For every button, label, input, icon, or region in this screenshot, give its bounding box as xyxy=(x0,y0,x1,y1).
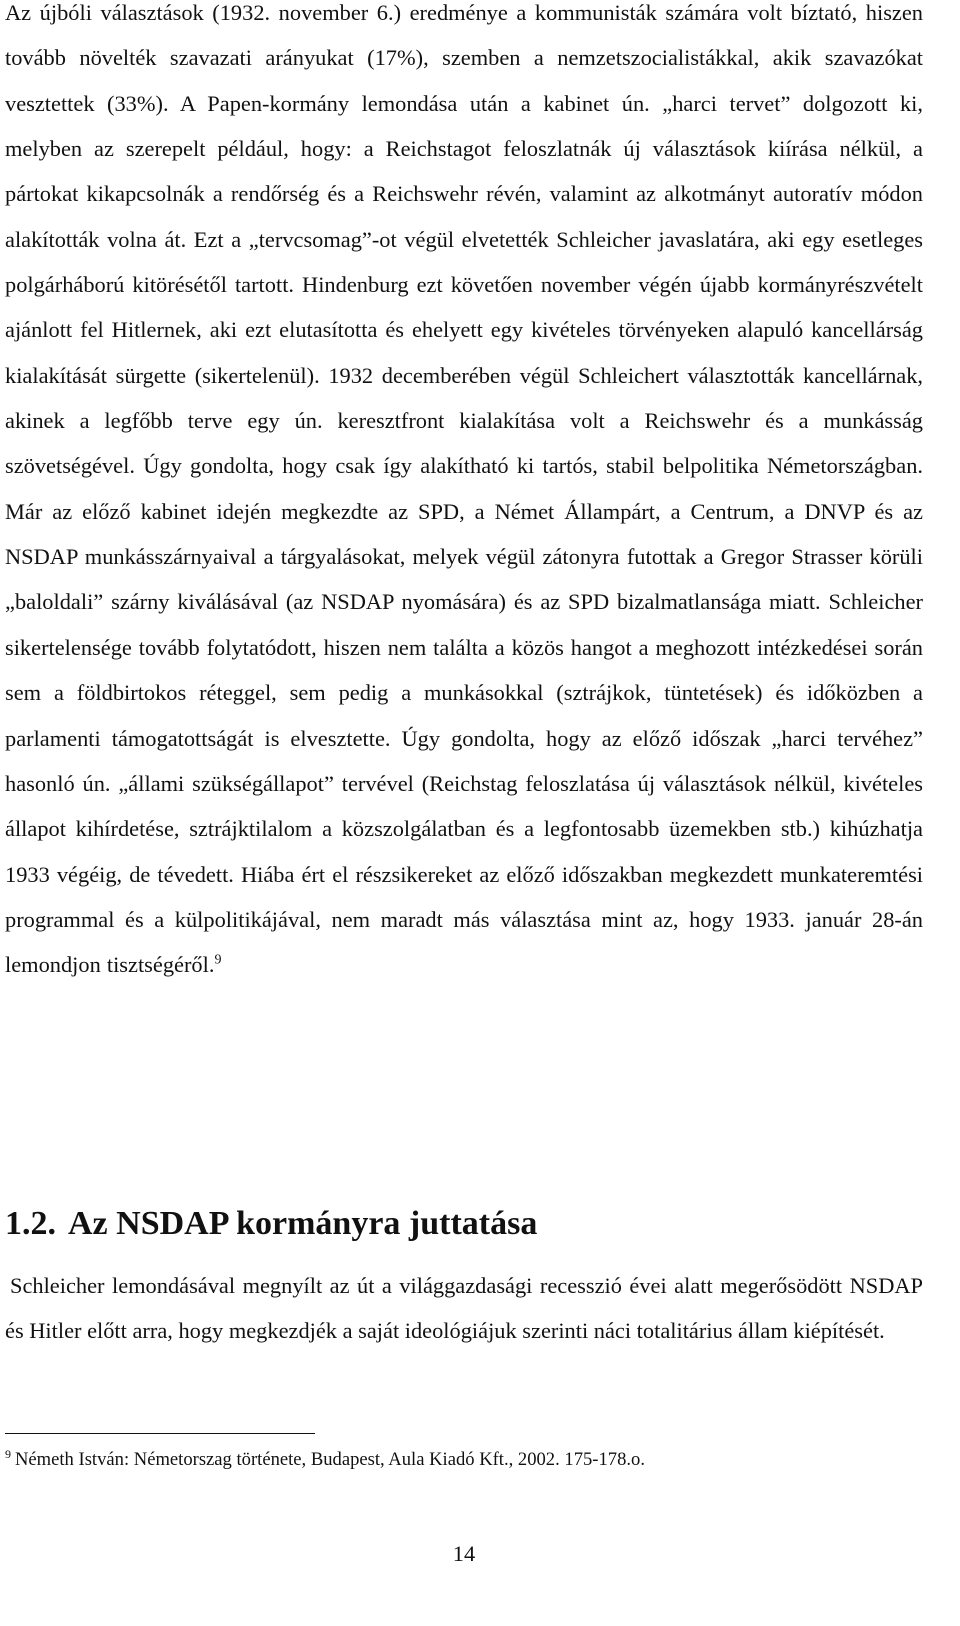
section-title: Az NSDAP kormányra juttatása xyxy=(68,1205,538,1242)
footnote xyxy=(5,1448,645,1472)
body-paragraph xyxy=(5,0,923,988)
section-heading xyxy=(5,1204,537,1244)
section-number: 1.2. xyxy=(5,1205,56,1242)
document-page xyxy=(5,0,923,1626)
footnote-reference: 9 xyxy=(214,952,222,968)
footnote-marker: 9 xyxy=(5,1446,11,1461)
footnote-separator xyxy=(5,1433,315,1434)
paragraph-text: Az újbóli választások (1932. november 6.) eredménye a kommunisták számára volt bíztató, hiszen tovább növelték szavazati arányukat (17%), szemben a nemzetszocialistákkal, akik szavazókat vesztettek (33%). A Papen-kormány lemondása után a kabinet ún. „harci tervet” dolgozott ki, melyben az szerepelt például, hogy: a Reichstagot feloszlatnák új választások kiírása nélkül, a pártokat kikapcsolnák a rendőrség és a Reichswehr révén, valamint az alkotmányt autoratív módon alakították volna át. Ezt a „tervcsomag”-ot végül elvetették Schleicher javaslatára, aki egy esetleges polgárháború kitörésétől tartott. Hindenburg ezt követően november végén újabb kormányrészvételt ajánlott fel Hitlernek, aki ezt elutasította és ehelyett egy kivételes törvényeken alapuló kancellárság kialakítását sürgette (sikertelenül). 1932 decemberében végül Schleichert választották kancellárnak, akinek a legfőbb terve egy ún. keresztfront kialakítása volt a Reichswehr és a munkásság szövetségével. Úgy gondolta, hogy csak így alakítható ki tartós, stabil belpolitika Németországban. Már az előző kabinet idején megkezdte az SPD, a Német Állampárt, a Centrum, a DNVP és az NSDAP munkásszárnyaival a tárgyalásokat, melyek végül zátonyra futottak a Gregor Strasser körüli „baloldali” szárny kiválásával (az NSDAP nyomására) és az SPD bizalmatlansága miatt. Schleicher sikertelensége tovább folytatódott, hiszen nem találta a közös hangot a meghozott intézkedései során sem a földbirtokos réteggel, sem pedig a munkásokkal (sztrájkok, tüntetések) és időközben a parlamenti támogatottságát is elvesztette. Úgy gondolta, hogy az előző időszak „harci tervéhez” hasonló ún. „állami szükségállapot” tervével (Reichstag feloszlatása új választások nélkül, kivételes állapot kihírdetése, sztrájktilalom a közszolgálatban és a legfontosabb üzemekben stb.) kihúzhatja 1933 végéig, de tévedett. Hiába ért el részsikereket az előző időszakban megkezdett munkateremtési programmal és a külpolitikájával, nem maradt más választása mint az, hogy 1933. január 28-án lemondjon tisztségéről. xyxy=(5,0,923,978)
body-paragraph-2: Schleicher lemondásával megnyílt az út a világgazdasági recesszió évei alatt megerősödött NSDAP és Hitler előtt arra, hogy megkezdjék a saját ideológiájuk szerinti náci totalitárius állam kiépítését. xyxy=(5,1273,923,1344)
footnote-text: Németh István: Németorszag története, Budapest, Aula Kiadó Kft., 2002. 175-178.o. xyxy=(15,1449,645,1470)
page-number: 14 xyxy=(452,1541,476,1566)
